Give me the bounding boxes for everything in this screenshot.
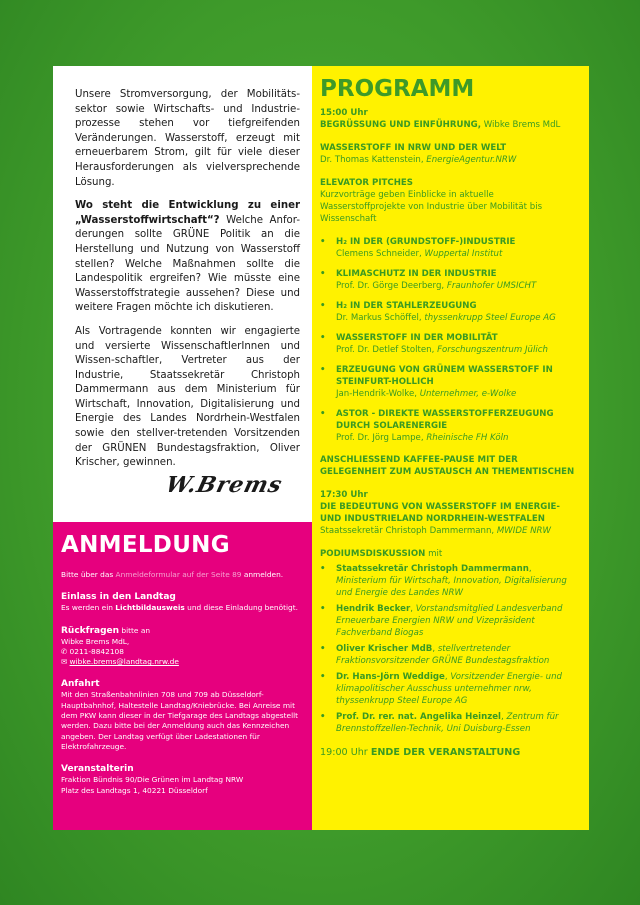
anmeldung-text: Bitte über das	[61, 570, 116, 579]
bullet-icon: •	[320, 409, 326, 419]
veranstalterin-line-1: Fraktion Bündnis 90/Die Grünen im Landtag NRW	[61, 775, 244, 785]
left-column	[53, 66, 312, 830]
contact-phone[interactable]	[61, 647, 304, 657]
anmeldung-section	[53, 522, 312, 830]
coffee-break: ANSCHLIESSEND KAFFEE-PAUSE MIT DER GELEGENHEIT ZUM AUSTAUSCH AN THEMENTISCHEN	[320, 455, 575, 477]
pitch-speaker	[336, 280, 581, 292]
pitch-name: Prof. Dr. Görge Deerberg,	[336, 281, 447, 291]
pitch-title: H₂ IN DER (GRUNDSTOFF-)INDUSTRIE	[336, 237, 516, 247]
list-item: • Hendrik Becker, Vorstandsmitglied Landesverband Erneuerbare Energien NRW und Vizepräsident Fachverband Biogas	[320, 604, 563, 638]
list-item: • Staatssekretär Christoph Dammermann, Ministerium für Wirtschaft, Innovation, Digitalisierung und Energie des Landes NRW	[320, 564, 567, 598]
veranstalterin-heading: Veranstalterin	[61, 764, 134, 775]
nrw-welt-name: Dr. Thomas Kattenstein,	[320, 155, 427, 165]
panelist-name: Oliver Krischer MdB	[336, 644, 433, 654]
bullet-icon: •	[320, 237, 326, 247]
programm-section	[312, 66, 589, 830]
welcome-speaker: Wibke Brems MdL	[480, 120, 561, 130]
list-item: • Oliver Krischer MdB, stellvertretender Fraktionsvorsitzender GRÜNE Bundestagsfraktion	[320, 644, 550, 666]
panelist-name: Staatssekretär Christoph Dammermann	[336, 564, 529, 574]
pitch-name: Prof. Dr. Jörg Lampe,	[336, 433, 427, 443]
signature: W.Brems	[163, 471, 286, 498]
contact-email[interactable]	[61, 657, 304, 667]
bullet-icon: •	[320, 712, 326, 722]
panelist-name: Hendrik Becker	[336, 604, 411, 614]
pitch-org: Rheinische FH Köln	[426, 433, 509, 443]
nrw-welt-org: EnergieAgentur.NRW	[426, 155, 517, 165]
einlass-text	[61, 603, 304, 613]
intro-paragraph-1: Unsere Stromversorgung, der Mobilitäts-sektor sowie Wirtschafts- und Industrie-prozesse stehen vor tiefgreifenden Veränderungen. Wasserstoff, erzeugt mit erneuerbarem Strom, gilt für viele dieser Herausforderungen als vielversprechende Lösung.	[75, 89, 300, 188]
pitch-title: H₂ IN DER STAHLERZEUGUNG	[336, 301, 477, 311]
pitch-org: thyssenkrupp Steel Europe AG	[424, 313, 556, 323]
elevator-text: Kurzvorträge geben Einblicke in aktuelle Wasserstoffprojekte von Industrie über Mobilität bis Wissenschaft	[320, 190, 543, 224]
podium-title: PODIUMSDISKUSSION	[320, 549, 426, 559]
intro-paragraph-3: Als Vortragende konnten wir engagierte und versierte WissenschaftlerInnen und Wissen-schaftler, Vertreter aus der Industrie, Staatssekretär Christoph Dammermann aus dem Ministerium für Wirtschaft, Innovation, Digitalisierung und Energie des Landes Nordrhein-Westfalen sowie den stellver-tretenden Vorsitzenden der GRÜNEN Bundestagsfraktion, Oliver Krischer, gewinnen.	[75, 325, 300, 469]
pitch-name: Prof. Dr. Detlef Stolten,	[336, 345, 438, 355]
bullet-icon: •	[320, 604, 326, 614]
end-time: 19:00 Uhr	[320, 747, 368, 758]
intro-section	[53, 66, 312, 522]
list-item	[320, 236, 581, 260]
einlass-post: und diese Einladung benötigt.	[184, 603, 299, 613]
keynote-org: MWIDE NRW	[496, 526, 551, 536]
pitch-speaker	[336, 388, 581, 400]
einlass-block	[61, 591, 304, 613]
pitch-name: Clemens Schneider,	[336, 249, 425, 259]
programm-keynote	[320, 489, 581, 537]
einlass-id: Lichtbildausweis	[115, 603, 185, 613]
pitch-title: ERZEUGUNG VON GRÜNEM WASSERSTOFF IN STEINFURT-HOLLICH	[336, 365, 553, 387]
programm-title: PROGRAMM	[320, 76, 475, 102]
phone-icon: ✆	[61, 646, 70, 656]
podium-section	[320, 548, 581, 735]
registration-form-link[interactable]: Anmeldeformular auf der Seite 89	[115, 570, 242, 579]
anmeldung-text-end: anmelden.	[241, 570, 284, 579]
keynote-name: Staatssekretär Christoph Dammermann,	[320, 526, 497, 536]
intro-question: Wo steht die Entwicklung zu einer „Wasserstoffwirtschaft“?	[75, 200, 300, 226]
programm-end	[320, 747, 581, 759]
panelist-role: Vorsitzender Energie- und klimapolitischer Ausschuss unternehmer nrw, thyssenkrupp Steel Europe AG	[336, 672, 563, 706]
programm-welcome	[320, 107, 581, 131]
einlass-pre: Es werden ein	[61, 603, 116, 613]
panelist-role: Ministerium für Wirtschaft, Innovation, Digitalisierung und Energie des Landes NRW	[336, 576, 567, 598]
pitch-name: Dr. Markus Schöffel,	[336, 313, 425, 323]
mail-icon: ✉	[61, 657, 70, 667]
bullet-icon: •	[320, 365, 326, 375]
pitch-org: Forschungszentrum Jülich	[437, 345, 548, 355]
pitch-speaker	[336, 344, 581, 356]
bullet-icon: •	[320, 644, 326, 654]
veranstalterin-block	[61, 763, 304, 796]
programm-nrw-welt	[320, 142, 581, 166]
anfahrt-heading: Anfahrt	[61, 679, 100, 690]
pitch-speaker	[336, 312, 581, 324]
rueckfragen-block	[61, 625, 304, 668]
flyer-page	[53, 66, 589, 830]
pitch-speaker	[336, 248, 581, 260]
bullet-icon: •	[320, 672, 326, 682]
pitch-org: Wuppertal Institut	[424, 249, 503, 259]
contact-name: Wibke Brems MdL,	[61, 636, 130, 646]
panelist-role: Vorstandsmitglied Landesverband Erneuerbare Energien NRW und Vizepräsident Fachverband Biogas	[336, 604, 563, 638]
list-item	[320, 332, 581, 356]
veranstalterin-line-2: Platz des Landtags 1, 40221 Düsseldorf	[61, 785, 208, 795]
einlass-heading: Einlass in den Landtag	[61, 592, 176, 603]
podium-heading	[320, 548, 581, 560]
elevator-title: ELEVATOR PITCHES	[320, 178, 413, 188]
welcome-line	[320, 119, 581, 131]
panelist-name: Dr. Hans-Jörn Weddige	[336, 672, 445, 682]
rueckfragen-heading	[61, 625, 304, 637]
bullet-icon: •	[320, 301, 326, 311]
pitch-org: Fraunhofer UMSICHT	[446, 281, 537, 291]
welcome-title: BEGRÜSSUNG UND EINFÜHRUNG,	[320, 120, 481, 130]
pitch-list	[320, 236, 581, 444]
list-item	[320, 268, 581, 292]
list-item: • Prof. Dr. rer. nat. Angelika Heinzel, Zentrum für Brennstoffzellen-Technik, Uni Duisburg-Essen	[320, 712, 559, 734]
keynote-title: DIE BEDEUTUNG VON WASSERSTOFF IM ENERGIE- UND INDUSTRIELAND NORDRHEIN-WESTFALEN	[320, 502, 560, 524]
panelist-name: Prof. Dr. rer. nat. Angelika Heinzel	[336, 712, 501, 722]
list-item	[320, 408, 581, 444]
bullet-icon: •	[320, 333, 326, 343]
anmeldung-instructions	[61, 570, 304, 580]
list-item	[320, 300, 581, 324]
rueckfragen-sub: bitte an	[119, 625, 151, 635]
nrw-welt-title: WASSERSTOFF IN NRW UND DER WELT	[320, 143, 507, 153]
podium-with: mit	[425, 549, 443, 559]
email-link[interactable]: wibke.brems@landtag.nrw.de	[69, 657, 179, 667]
keynote-speaker	[320, 525, 581, 537]
pitch-name: Jan-Hendrik-Wolke,	[336, 389, 420, 399]
intro-paragraph-2-rest: Welche Anfor-derungen sollte GRÜNE Politik an die Herstellung und Nutzung von Wasserstoff stellen? Welche Maßnahmen sollte die Landespolitik ergreifen? Wie müsste eine Wasserstoffstrategie aussehen? Diese und weitere Fragen möchte ich diskutieren.	[75, 214, 300, 314]
intro-paragraph-2	[75, 199, 300, 316]
pitch-title: WASSERSTOFF IN DER MOBILITÄT	[336, 333, 498, 343]
anfahrt-text: Mit den Straßenbahnlinien 708 und 709 ab Düsseldorf-Hauptbahnhof, Haltestelle Landtag/Kniebrücke. Bei Anreise mit dem PKW kann dieser in der Tiefgarage des Landtags abgestellt werden. Dazu bitte bei der Anmeldung auch das Kennzeichen angeben. Der Landtag verfügt über Ladestationen für Elektrofahrzeuge.	[61, 690, 299, 751]
programm-elevator	[320, 177, 581, 225]
time-1730: 17:30 Uhr	[320, 490, 368, 500]
list-item: • Dr. Hans-Jörn Weddige, Vorsitzender Energie- und klimapolitischer Ausschuss unternehmer nrw, thyssenkrupp Steel Europe AG	[320, 672, 563, 706]
phone-number: 0211-8842108	[69, 646, 124, 656]
anmeldung-title: ANMELDUNG	[61, 532, 230, 558]
panelist-role: stellvertretender Fraktionsvorsitzender GRÜNE Bundestagsfraktion	[336, 644, 550, 666]
end-title: ENDE DER VERANSTALTUNG	[370, 747, 521, 758]
pitch-title: ASTOR - DIREKTE WASSERSTOFFERZEUGUNG DURCH SOLARENERGIE	[336, 409, 554, 431]
pitch-title: KLIMASCHUTZ IN DER INDUSTRIE	[336, 269, 497, 279]
panelist-role: Zentrum für Brennstoffzellen-Technik, Uni Duisburg-Essen	[336, 712, 559, 734]
list-item	[320, 364, 581, 400]
time-1500: 15:00 Uhr	[320, 108, 368, 118]
rueckfragen-title: Rückfragen	[61, 625, 120, 636]
pitch-org: Unternehmer, e-Wolke	[419, 389, 517, 399]
bullet-icon: •	[320, 269, 326, 279]
nrw-welt-speaker	[320, 154, 581, 166]
anfahrt-block	[61, 678, 304, 752]
bullet-icon: •	[320, 564, 326, 574]
pitch-speaker	[336, 432, 581, 444]
